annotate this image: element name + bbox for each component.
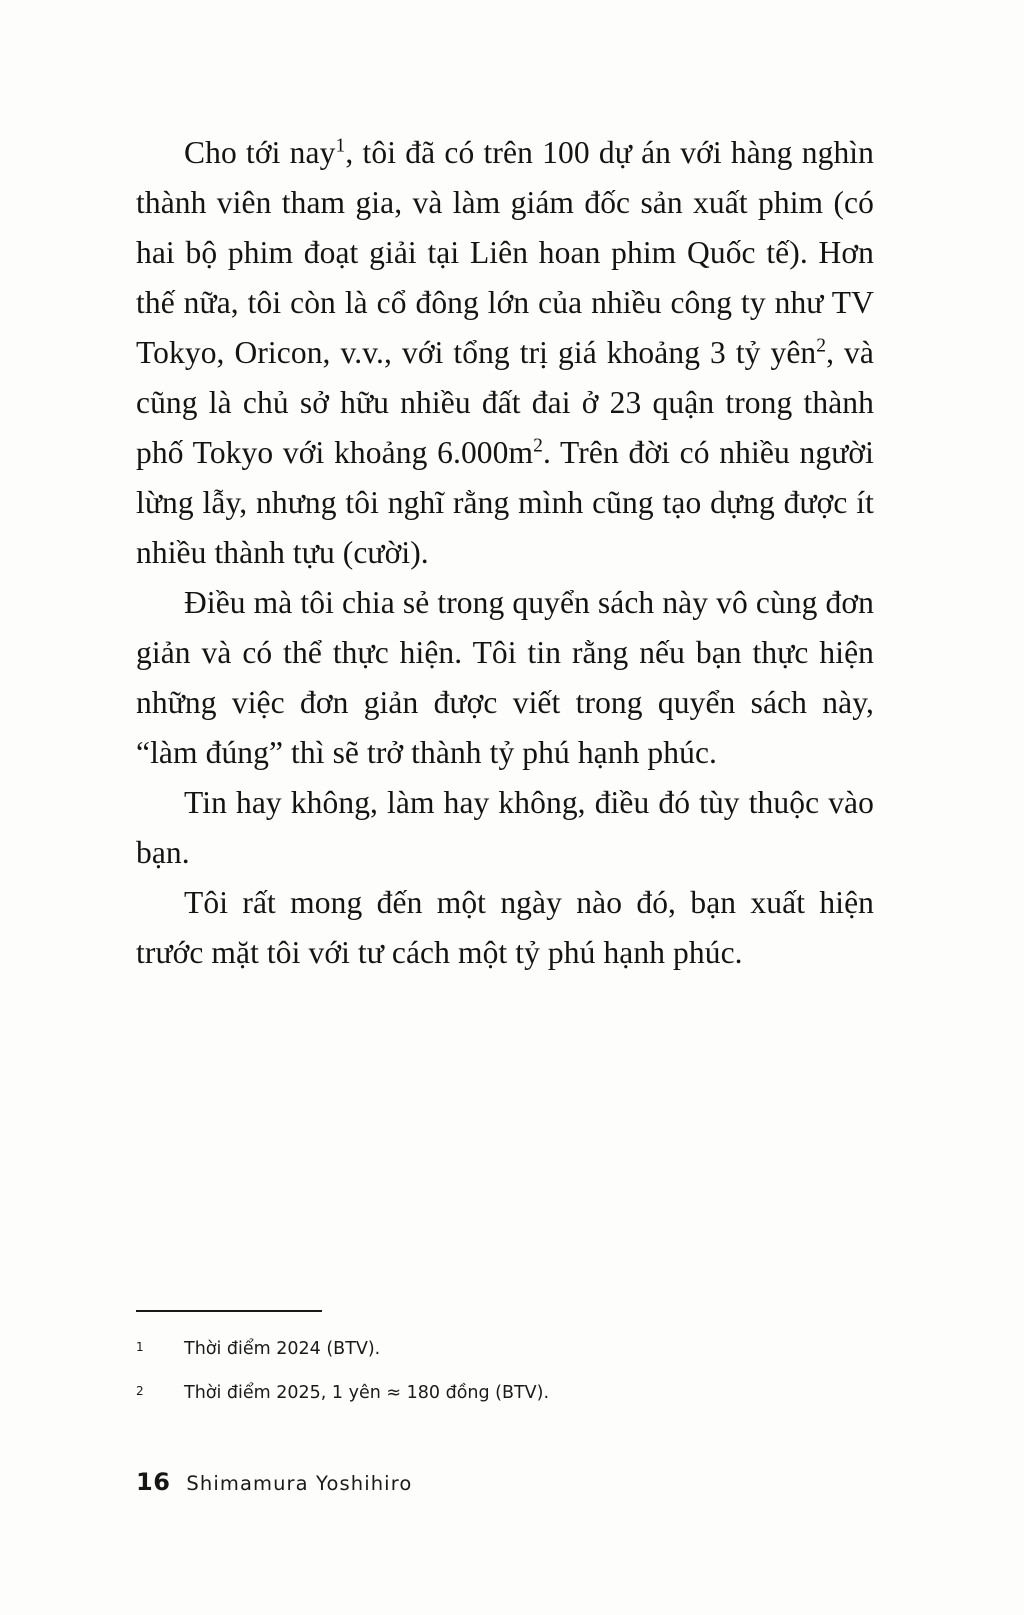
footnote-separator-rule bbox=[136, 1310, 322, 1312]
footnote-item bbox=[136, 1378, 874, 1408]
footnote-item bbox=[136, 1334, 874, 1364]
superscript-square: 2 bbox=[533, 435, 543, 457]
paragraph-2: Điều mà tôi chia sẻ trong quyển sách này vô cùng đơn giản và có thể thực hiện. Tôi tin rằng nếu bạn thực hiện những việc đơn giản được viết trong quyển sách này, “làm đúng” thì sẽ trở thành tỷ phú hạnh phúc. bbox=[136, 585, 874, 770]
running-head-author: Shimamura Yoshihiro bbox=[186, 1472, 413, 1495]
body-text-block bbox=[136, 128, 874, 978]
footnotes-section bbox=[136, 1310, 874, 1422]
paragraph-4: Tôi rất mong đến một ngày nào đó, bạn xuất hiện trước mặt tôi với tư cách một tỷ phú hạnh phúc. bbox=[136, 885, 874, 970]
paragraph-3: Tin hay không, làm hay không, điều đó tùy thuộc vào bạn. bbox=[136, 785, 874, 870]
footnote-ref-1: 1 bbox=[335, 135, 346, 157]
footnote-text: Thời điểm 2024 (BTV). bbox=[184, 1339, 381, 1359]
page-footer bbox=[136, 1468, 412, 1496]
footnote-marker: 2 bbox=[136, 1384, 144, 1398]
paragraph-1: Cho tới nay$^1$, tôi đã có trên 100 dự án với hàng nghìn thành viên tham gia, và làm giám đốc sản xuất phim (có hai bộ phim đoạt giải tại Liên hoan phim Quốc tế). Hơn thế nữa, tôi còn là cổ đông lớn của nhiều công ty như TV Tokyo, Oricon, v.v., với tổng trị giá khoảng 3 tỷ yên$^2$, và cũng là chủ sở hữu nhiều đất đai ở 23 quận trong thành phố Tokyo với khoảng $6.000m^2$. Trên đời có nhiều người lừng lẫy, nhưng tôi nghĩ rằng mình cũng tạo dựng được ít nhiều thành tựu (cười). bbox=[136, 135, 874, 570]
footnote-ref-2: 2 bbox=[816, 335, 827, 357]
footnote-text: Thời điểm 2025, 1 yên ≈ 180 đồng (BTV). bbox=[184, 1383, 550, 1403]
page-number: 16 bbox=[136, 1468, 171, 1496]
footnote-marker: 1 bbox=[136, 1340, 144, 1354]
